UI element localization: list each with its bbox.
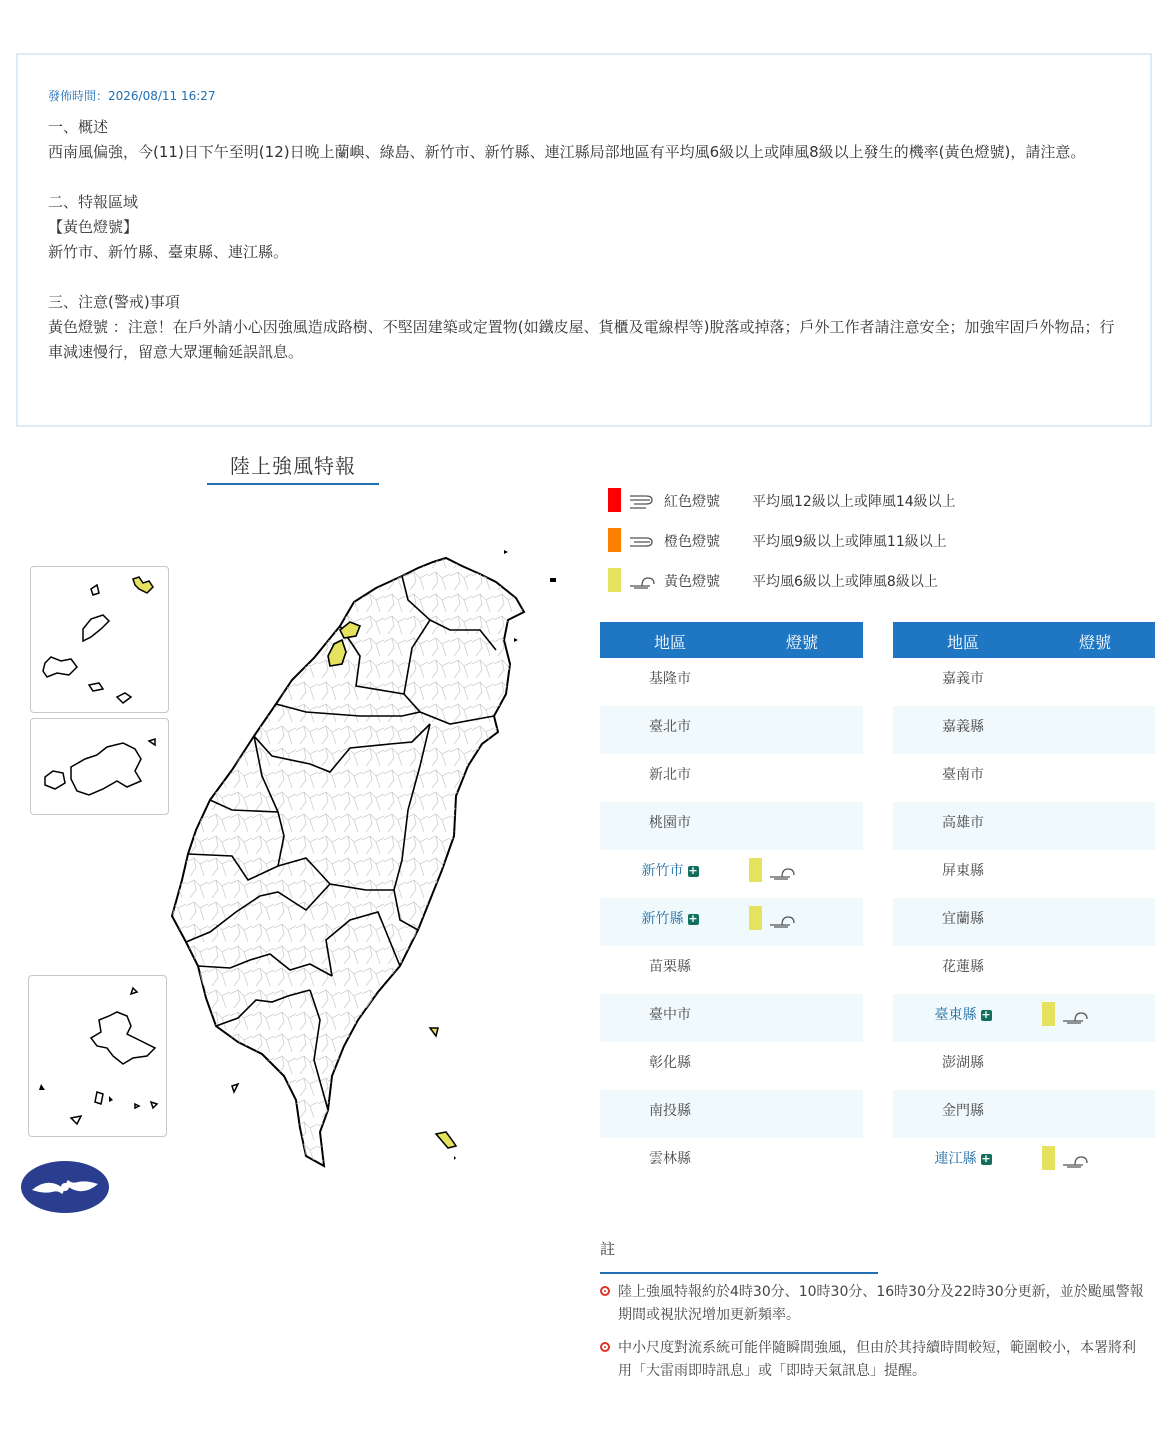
region-name: 苗栗縣	[649, 959, 691, 975]
table-row	[600, 658, 863, 706]
header-signal: 燈號	[1079, 633, 1112, 652]
table-row	[600, 1042, 863, 1090]
legend-yellow	[606, 568, 1026, 592]
announcement-box	[16, 53, 1152, 427]
light-wind-icon	[1061, 1149, 1089, 1169]
red-signal-swatch	[608, 488, 621, 512]
table-row	[600, 754, 863, 802]
cwa-logo	[20, 1160, 110, 1214]
region-name: 宜蘭縣	[942, 911, 984, 927]
region-name[interactable]: 連江縣 +	[934, 1151, 991, 1167]
bullet-icon	[600, 1286, 610, 1296]
expand-plus-icon[interactable]: +	[981, 1008, 991, 1021]
table-row	[600, 1138, 863, 1186]
table-row	[893, 658, 1155, 706]
region-name: 雲林縣	[649, 1151, 691, 1167]
region-name: 新北市	[649, 767, 691, 783]
legend-red-desc: 平均風12級以上或陣風14級以上	[752, 494, 956, 510]
section-area-title: 二、特報區域	[48, 193, 139, 211]
taiwan-wind-map	[10, 480, 590, 1220]
table-header	[600, 622, 863, 658]
yellow-signal-swatch	[1042, 1002, 1055, 1026]
table-row	[600, 1090, 863, 1138]
table-row	[893, 706, 1155, 754]
legend-yellow-name: 黃色燈號	[664, 574, 720, 590]
announcement-body	[48, 115, 1128, 365]
region-name: 屏東縣	[942, 863, 984, 879]
light-wind-icon	[768, 909, 796, 929]
note-text: 陸上強風特報約於4時30分、10時30分、16時30分及22時30分更新，並於颱風警報期間或視狀況增加更新頻率。	[618, 1284, 1144, 1323]
table-row[interactable]	[893, 994, 1155, 1042]
region-table-left	[600, 622, 863, 1186]
expand-plus-icon[interactable]: +	[688, 912, 698, 925]
table-row	[600, 706, 863, 754]
table-row	[893, 1042, 1155, 1090]
region-name: 南投縣	[649, 1103, 691, 1119]
legend-red-name: 紅色燈號	[664, 494, 720, 510]
table-row[interactable]	[893, 1138, 1155, 1186]
table-header	[893, 622, 1155, 658]
region-name: 花蓮縣	[942, 959, 984, 975]
region-name[interactable]: 臺東縣 +	[934, 1007, 991, 1023]
region-name[interactable]: 新竹縣 +	[641, 911, 698, 927]
table-row	[893, 1090, 1155, 1138]
section-area-list: 新竹市、新竹縣、臺東縣、連江縣。	[48, 243, 289, 261]
region-name: 嘉義縣	[942, 719, 984, 735]
table-row[interactable]	[600, 850, 863, 898]
region-name: 基隆市	[649, 671, 691, 687]
strong-wind-icon	[628, 490, 656, 510]
note-item	[600, 1281, 1145, 1327]
header-region: 地區	[654, 633, 687, 652]
section-caution-body: 黃色燈號 ：注意！在戶外請小心因強風造成路樹、不堅固建築或定置物(如鐵皮屋、貨櫃及電線桿等)脫落或掉落；戶外工作者請注意安全；加強牢固戶外物品；行車減速慢行，留意大眾運輸延誤訊息。	[48, 318, 1115, 361]
region-name: 臺南市	[942, 767, 984, 783]
region-name: 高雄市	[942, 815, 984, 831]
light-wind-icon	[768, 861, 796, 881]
region-name: 彰化縣	[649, 1055, 691, 1071]
table-row	[893, 898, 1155, 946]
light-wind-icon	[628, 570, 656, 590]
yellow-signal-swatch	[608, 568, 621, 592]
region-name: 金門縣	[942, 1103, 984, 1119]
section-overview-title: 一、概述	[48, 118, 109, 136]
taiwan-main-island	[10, 480, 590, 1180]
header-region: 地區	[947, 633, 980, 652]
note-item	[600, 1337, 1145, 1383]
bullet-icon	[600, 1342, 610, 1352]
legend-yellow-desc: 平均風6級以上或陣風8級以上	[752, 574, 938, 590]
expand-plus-icon[interactable]: +	[981, 1152, 991, 1165]
notes-title: 註	[600, 1238, 878, 1274]
section-overview-body: 西南風偏強，今(11)日下午至明(12)日晚上蘭嶼、綠島、新竹市、新竹縣、連江縣局部地區有平均風6級以上或陣風8級以上發生的機率(黃色燈號)，請注意。	[48, 143, 1086, 161]
yellow-signal-swatch	[1042, 1146, 1055, 1170]
orange-signal-swatch	[608, 528, 621, 552]
region-name: 澎湖縣	[942, 1055, 984, 1071]
table-row[interactable]	[600, 898, 863, 946]
yellow-signal-swatch	[749, 858, 762, 882]
region-name: 桃園市	[649, 815, 691, 831]
note-text: 中小尺度對流系統可能伴隨瞬間強風，但由於其持續時間較短，範圍較小，本署將利用「大雷雨即時訊息」或「即時天氣訊息」提醒。	[618, 1340, 1136, 1379]
legend-red	[606, 488, 1026, 512]
light-wind-icon	[1061, 1005, 1089, 1025]
region-table-right	[893, 622, 1155, 1186]
table-row	[600, 946, 863, 994]
table-row	[600, 994, 863, 1042]
table-row	[893, 946, 1155, 994]
legend-orange-name: 橙色燈號	[664, 534, 720, 550]
region-name: 臺北市	[649, 719, 691, 735]
legend-orange-desc: 平均風9級以上或陣風11級以上	[752, 534, 947, 550]
region-name: 嘉義市	[942, 671, 984, 687]
yellow-signal-swatch	[749, 906, 762, 930]
medium-wind-icon	[628, 530, 656, 550]
region-name[interactable]: 新竹市 +	[641, 863, 698, 879]
table-row	[893, 850, 1155, 898]
section-caution-title: 三、注意(警戒)事項	[48, 293, 180, 311]
legend-orange	[606, 528, 1026, 552]
table-row	[893, 802, 1155, 850]
expand-plus-icon[interactable]: +	[688, 864, 698, 877]
table-row	[600, 802, 863, 850]
region-name: 臺中市	[649, 1007, 691, 1023]
header-signal: 燈號	[786, 633, 819, 652]
map-title: 陸上強風特報	[207, 450, 379, 485]
table-row	[893, 754, 1155, 802]
issue-time: 發佈時間：2026/08/11 16:27	[48, 89, 216, 103]
section-area-level: 【黃色燈號】	[48, 218, 139, 236]
